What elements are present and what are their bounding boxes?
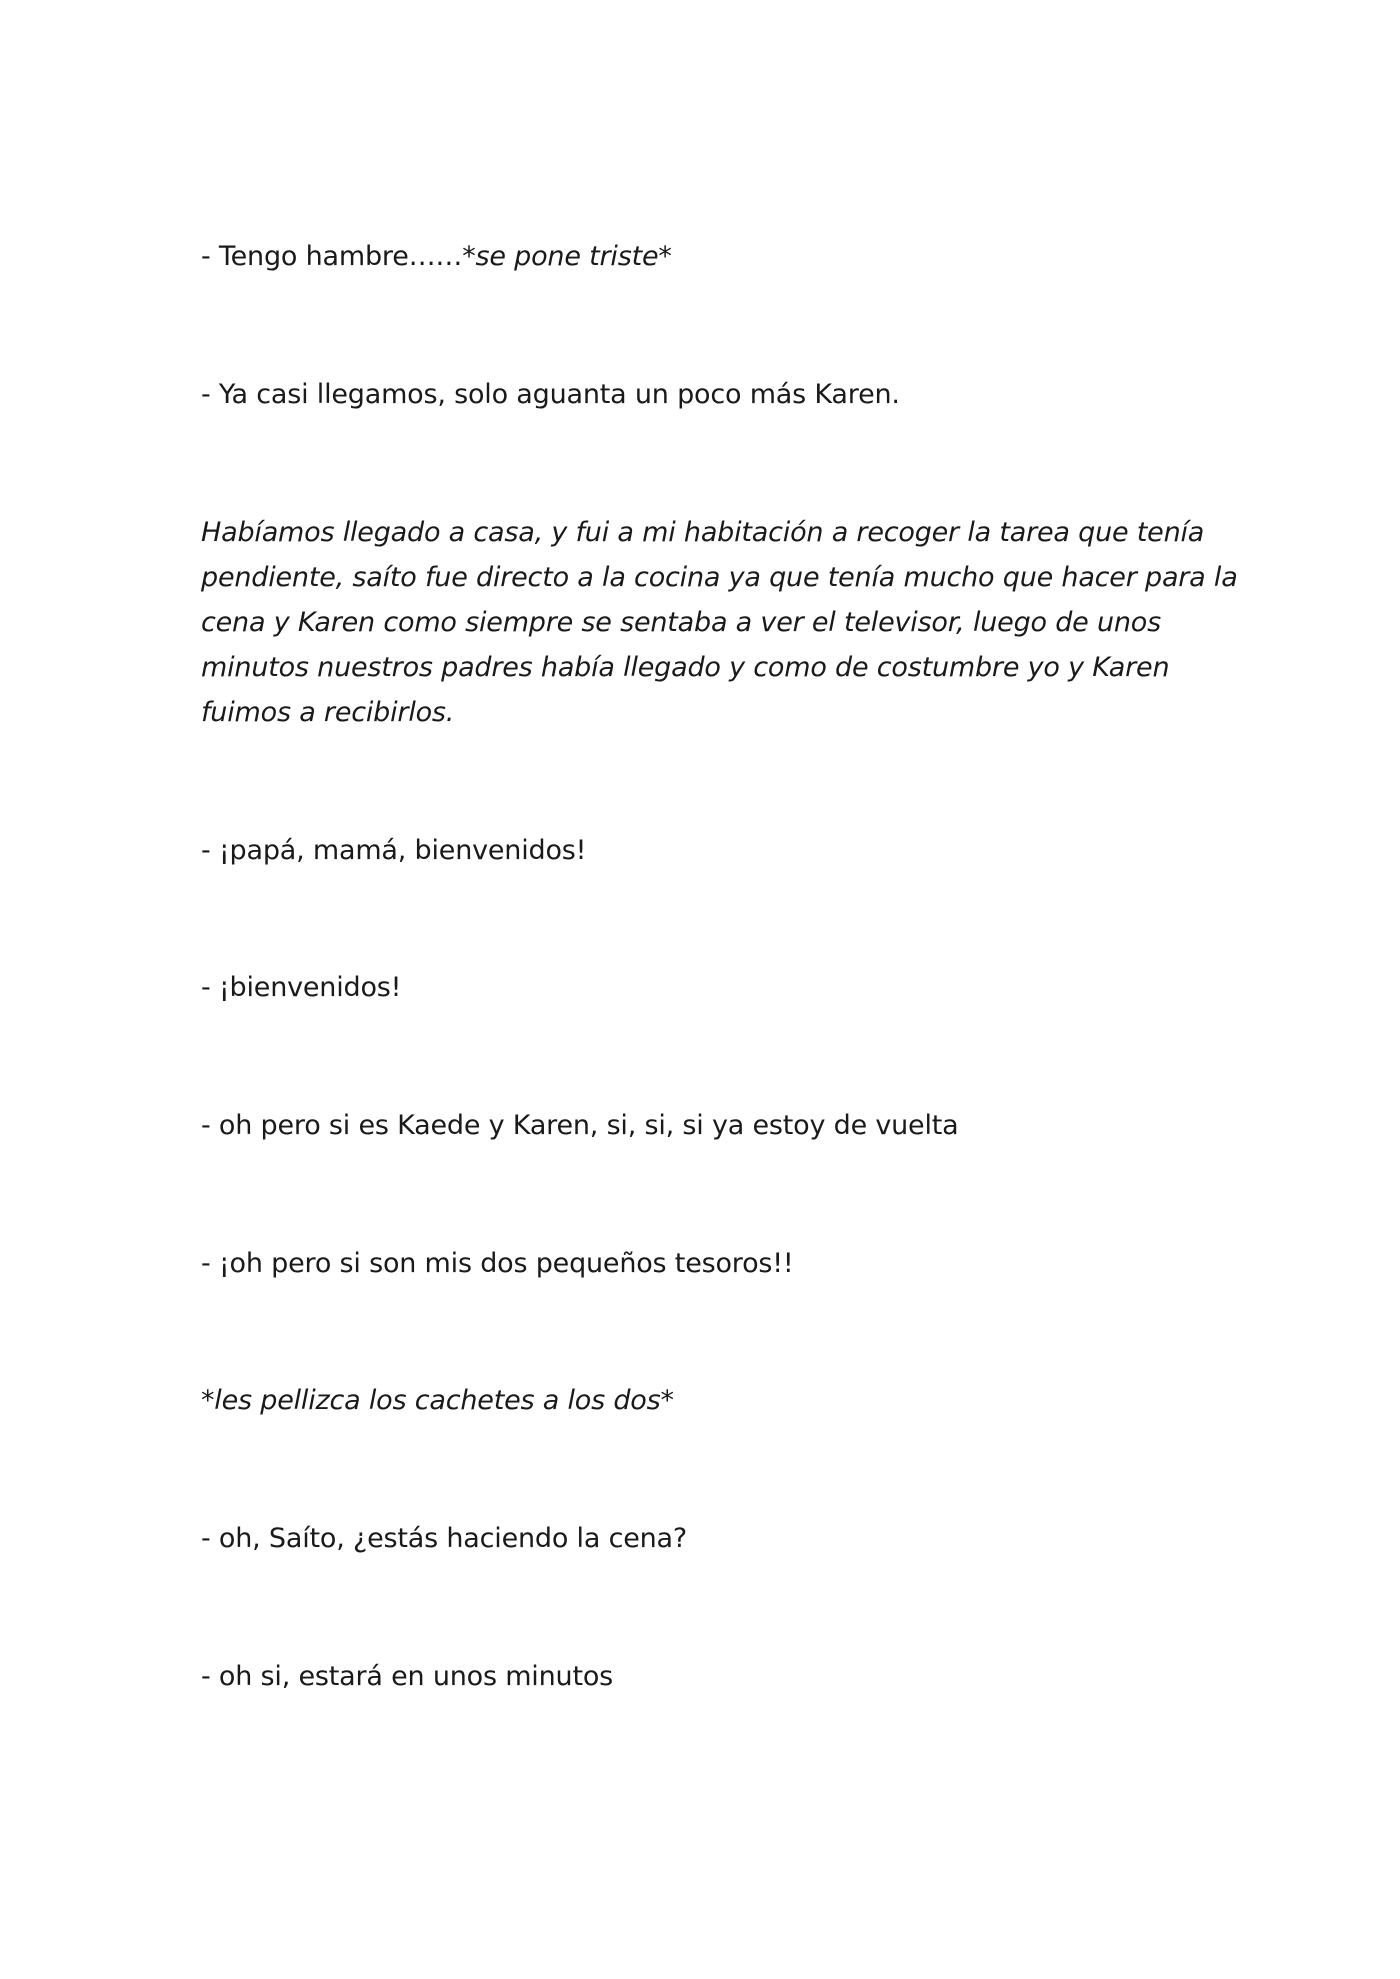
narration-paragraph bbox=[201, 510, 1238, 735]
narration-line: pendiente, saíto fue directo a la cocina ya que tenía mucho que hacer para la bbox=[201, 562, 1238, 593]
dialogue-line-making-dinner: - oh, Saíto, ¿estás haciendo la cena? bbox=[201, 1523, 688, 1554]
stage-direction: *se pone triste* bbox=[462, 241, 672, 272]
narration-line: minutos nuestros padres había llegado y como de costumbre yo y Karen bbox=[201, 652, 1170, 683]
dialogue-line-hungry bbox=[201, 234, 672, 279]
stage-direction-line: *les pellizca los cachetes a los dos* bbox=[201, 1385, 674, 1416]
dialogue-line-few-minutes: - oh si, estará en unos minutos bbox=[201, 1661, 614, 1692]
dialogue-line-treasures: - ¡oh pero si son mis dos pequeños tesoros!! bbox=[201, 1248, 794, 1279]
dialogue-line-welcome-parents: - ¡papá, mamá, bienvenidos! bbox=[201, 835, 587, 866]
dialogue-line-back-home: - oh pero si es Kaede y Karen, si, si, si ya estoy de vuelta bbox=[201, 1110, 959, 1141]
narration-line: Habíamos llegado a casa, y fui a mi habitación a recoger la tarea que tenía bbox=[201, 517, 1205, 548]
narration-line: cena y Karen como siempre se sentaba a ver el televisor, luego de unos bbox=[201, 607, 1161, 638]
dialogue-line-almost-there: - Ya casi llegamos, solo aguanta un poco más Karen. bbox=[201, 379, 900, 410]
dialogue-line-welcome: - ¡bienvenidos! bbox=[201, 972, 402, 1003]
narration-line: fuimos a recibirlos. bbox=[201, 697, 455, 728]
dialogue-text: - Tengo hambre…… bbox=[201, 241, 463, 272]
